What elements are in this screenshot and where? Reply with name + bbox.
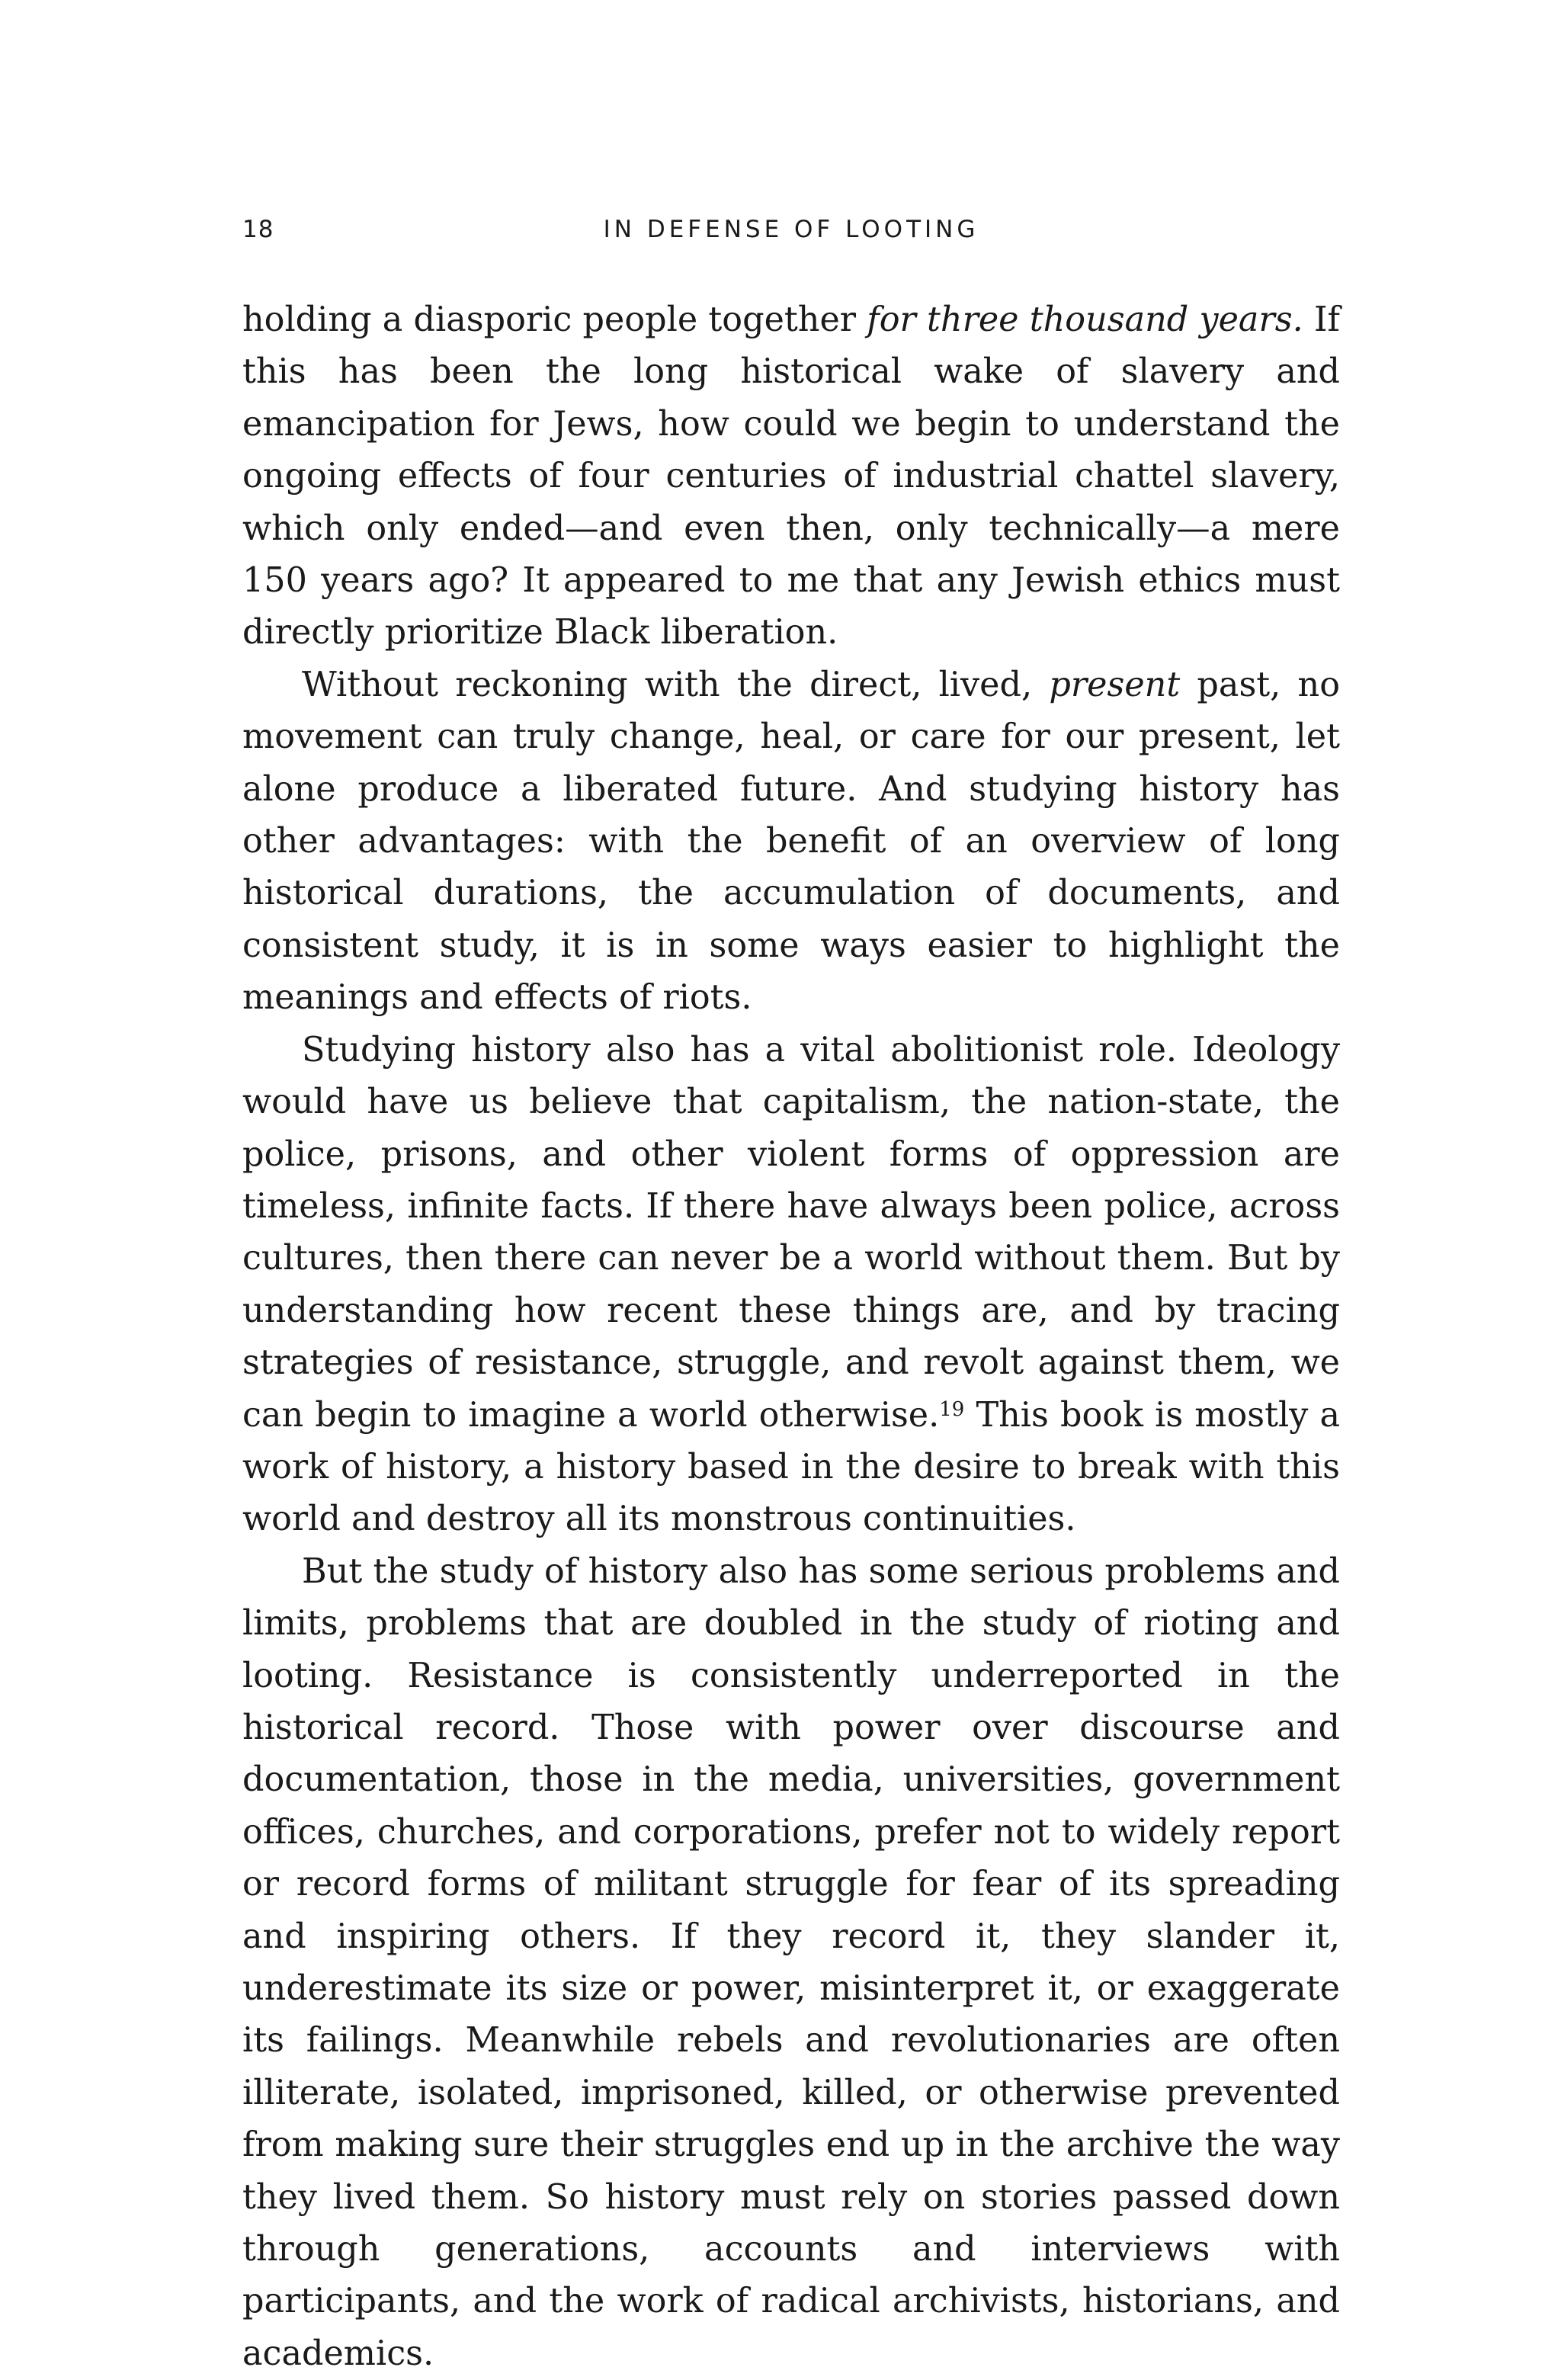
- body-text: [242, 294, 1340, 2380]
- paragraph-4: [242, 1546, 1340, 2380]
- footnote-marker[interactable]: 19: [939, 1397, 965, 1421]
- paragraph-4-text: But the study of history also has some serious problems and limits, problems that are doubled in the study of rioting and looting. Resistance is consistently underreported in the historical record. Those with power over discourse and documentation, those in the media, universities, government offices, churches, and corporations, prefer not to widely report or record forms of militant struggle for fear of its spreading and inspiring others. If they record it, they slander it, underestimate its size or power, misinterpret it, or exaggerate its failings. Meanwhile rebels and revolutionaries are often illiterate, isolated, imprisoned, killed, or otherwise prevented from making sure their struggles end up in the archive the way they lived them. So history must rely on stories passed down through generations, accounts and interviews with participants, and the work of radical archivists, historians, and academics.: [242, 1551, 1340, 2373]
- paragraph-1-italic: for three thousand years.: [867, 300, 1303, 339]
- page-number: 18: [242, 216, 274, 243]
- paragraph-3-text-start: Studying history also has a vital abolitionist role. Ideology would have us believe that capitalism, the nation-state, the police, prisons, and other violent forms of oppression are timeless, infinite facts. If there have always been police, across cultures, then there can never be a world without them. But by understanding how recent these things are, and by tracing strategies of resistance, struggle, and revolt against them, we can begin to imagine a world otherwise.: [242, 1030, 1340, 1435]
- paragraph-2: [242, 659, 1340, 1025]
- paragraph-1-text-start: holding a diasporic people together: [242, 300, 867, 339]
- book-title: IN DEFENSE OF LOOTING: [603, 216, 979, 243]
- paragraph-3: [242, 1025, 1340, 1546]
- paragraph-1-text-end: If this has been the long historical wake of slavery and emancipation for Jews, how could we begin to understand the ongoing effects of four centuries of industrial chattel slavery, which only ended—and even then, only technically—a mere 150 years ago? It appeared to me that any Jewish ethics must directly prioritize Black liberation.: [242, 300, 1341, 653]
- paragraph-1: [242, 294, 1340, 659]
- running-head: [242, 216, 1340, 249]
- paragraph-2-text-start: Without reckoning with the direct, lived,: [302, 665, 1050, 704]
- paragraph-3-text-end: This book is mostly a work of history, a history based in the desire to break with this world and destroy all its monstrous continuities.: [242, 1395, 1340, 1539]
- paragraph-2-italic: present: [1049, 665, 1181, 704]
- paragraph-2-text-end: past, no movement can truly change, heal, or care for our present, let alone produce a liberated future. And studying history has other advantages: with the benefit of an overview of long historical durations, the accumulation of documents, and consistent study, it is in some ways easier to highlight the meanings and effects of riots.: [242, 665, 1341, 1018]
